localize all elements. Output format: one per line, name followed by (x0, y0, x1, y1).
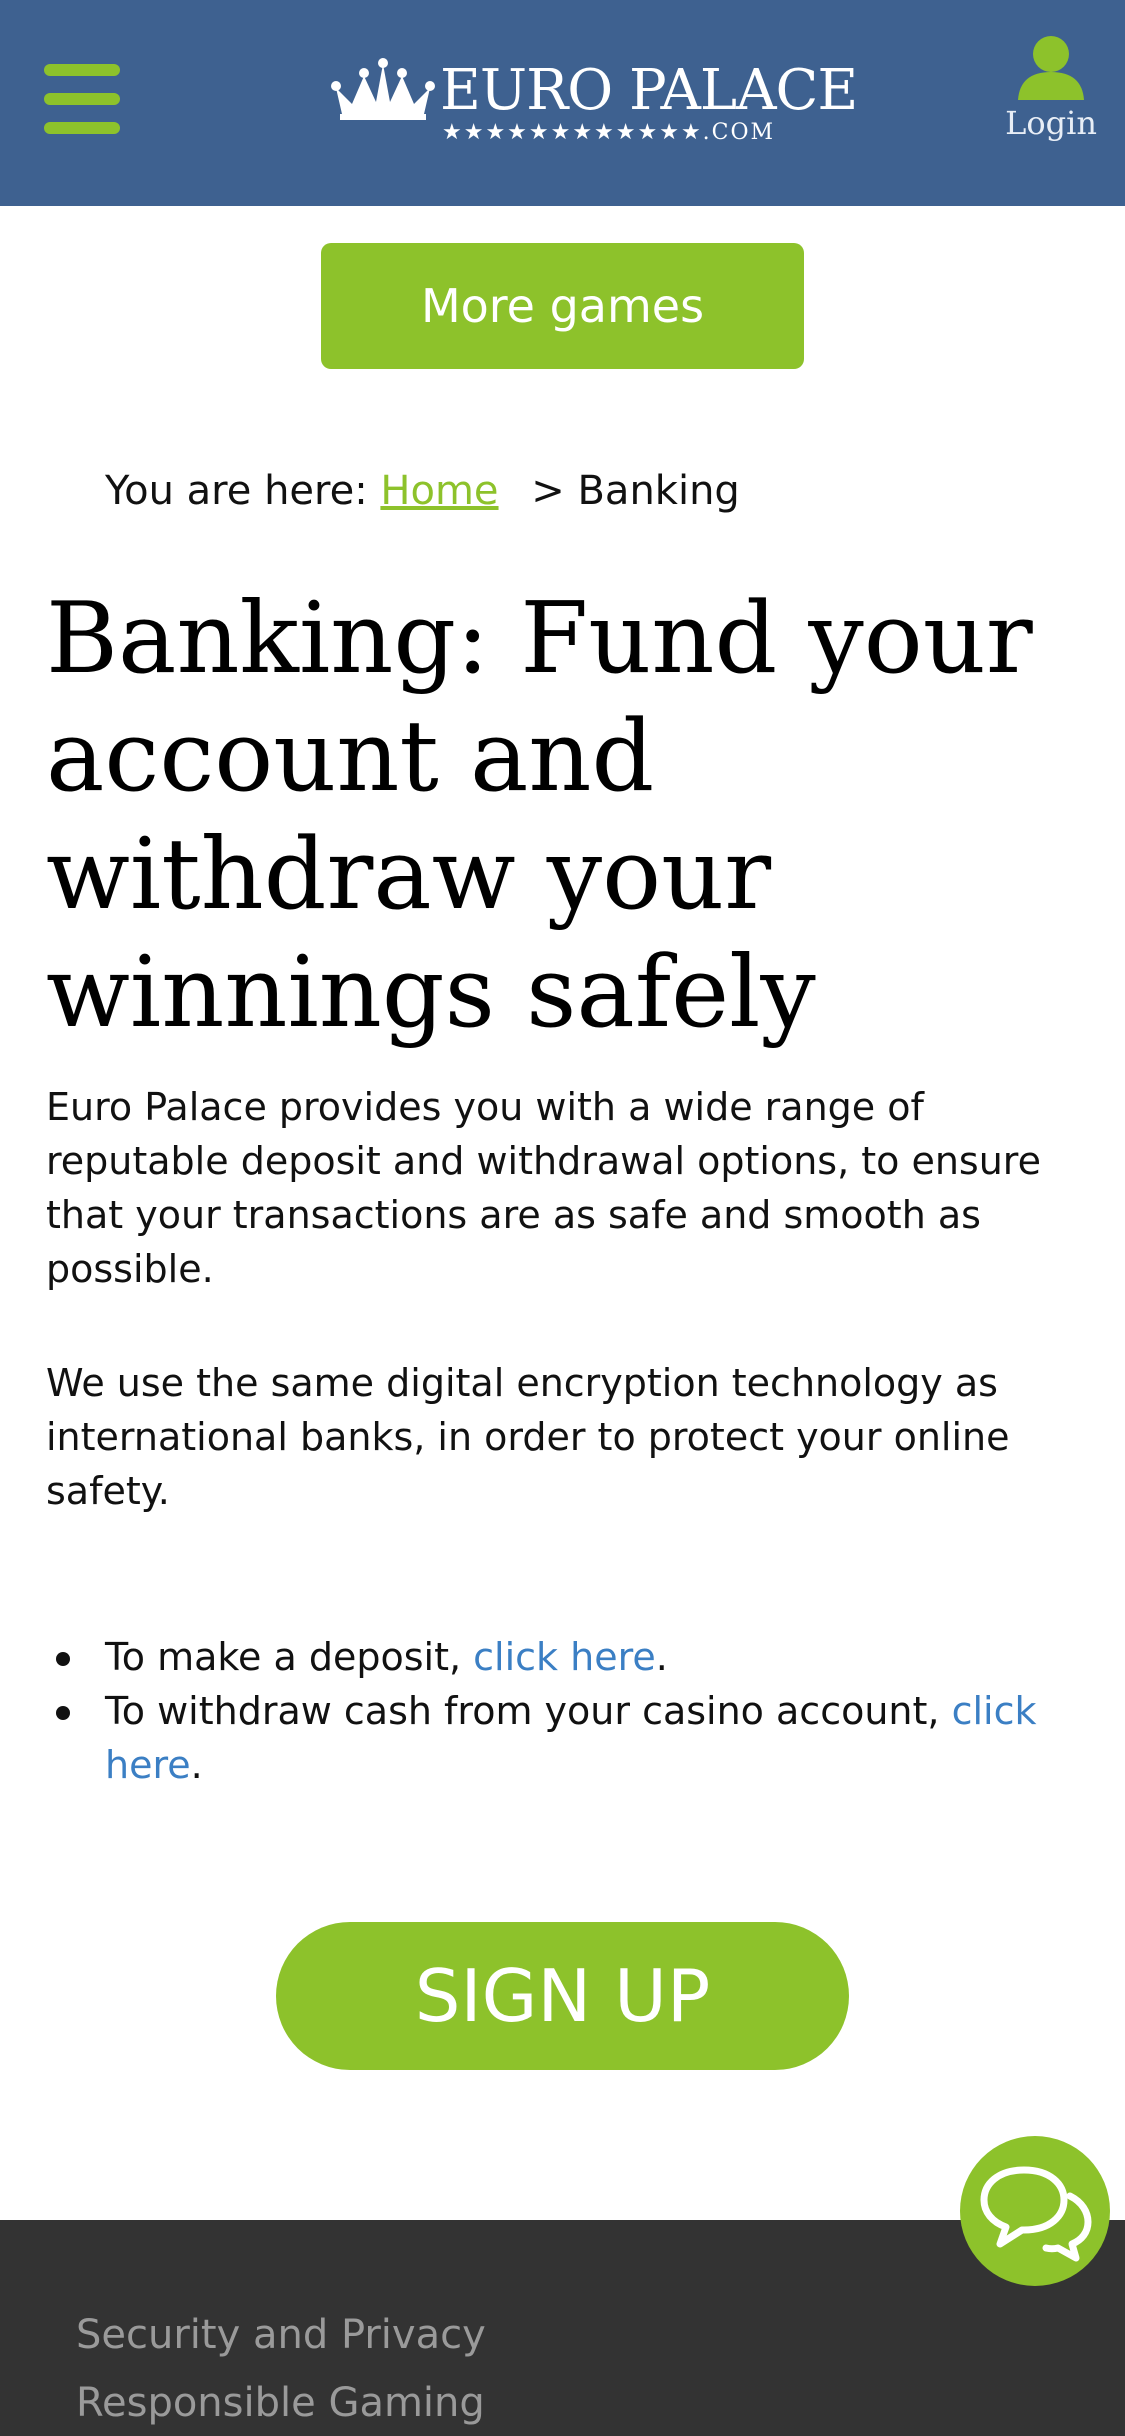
withdraw-text: To withdraw cash from your casino account, (105, 1689, 952, 1733)
withdraw-link[interactable]: click here (105, 1689, 1037, 1787)
page-title: Banking: Fund your account and withdraw your winnings safely (46, 582, 1033, 1050)
live-chat-button[interactable] (960, 2136, 1110, 2286)
more-games-button[interactable]: More games (321, 243, 804, 369)
login-button[interactable] (996, 34, 1106, 154)
list-item (46, 1684, 1086, 1792)
deposit-text: To make a deposit, (105, 1635, 474, 1679)
breadcrumb-current: Banking (577, 468, 740, 514)
list-item (46, 1630, 1086, 1684)
breadcrumb (105, 468, 740, 514)
list-item-punctuation: . (655, 1635, 668, 1679)
sign-up-button[interactable]: SIGN UP (276, 1922, 849, 2070)
brand-name: EURO PALACE (440, 58, 858, 123)
login-label: Login (1005, 104, 1097, 142)
site-logo[interactable] (328, 54, 858, 154)
chat-icon (978, 2162, 1094, 2262)
security-paragraph: We use the same digital encryption technology as international banks, in order to protect your online safety. (46, 1361, 1010, 1513)
intro-paragraph: Euro Palace provides you with a wide range of reputable deposit and withdrawal options, to ensure that your transactions are as safe and smooth as possible. (46, 1085, 1041, 1291)
list-item-punctuation: . (190, 1743, 203, 1787)
site-header (0, 0, 1125, 206)
brand-subline: ★★★★★★★★★★★★.COM (442, 120, 776, 145)
menu-icon[interactable] (44, 64, 120, 134)
crown-icon (328, 58, 438, 120)
deposit-link[interactable]: click here (473, 1635, 656, 1679)
breadcrumb-home-link[interactable]: Home (380, 468, 499, 514)
breadcrumb-separator: > (531, 468, 565, 514)
breadcrumb-prefix: You are here: (105, 468, 368, 514)
banking-links-list (46, 1630, 1086, 1792)
user-icon (1016, 34, 1086, 100)
footer-link-responsible-gaming[interactable]: Responsible Gaming (76, 2380, 485, 2426)
footer-link-security-privacy[interactable]: Security and Privacy (76, 2312, 486, 2358)
